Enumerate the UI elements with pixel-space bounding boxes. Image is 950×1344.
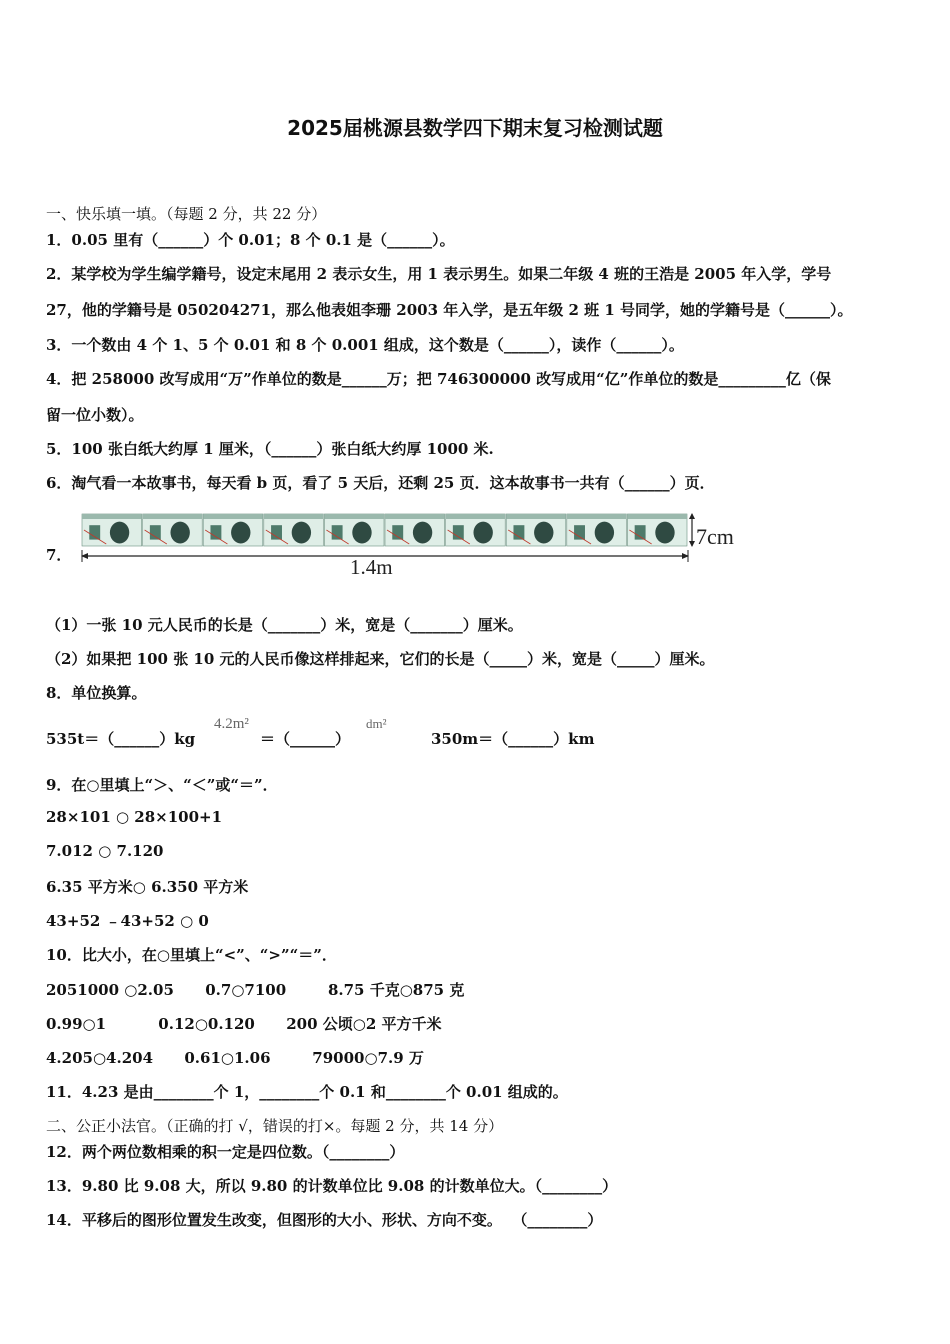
banknote	[324, 514, 384, 546]
section-heading-1: 一、快乐填一填。（每题 2 分，共 22 分）	[46, 205, 327, 223]
banknote-strip	[82, 514, 687, 546]
conversion-tons: 535t＝（______）kg	[46, 730, 196, 748]
question-6: 6．淘气看一本故事书，每天看 b 页，看了 5 天后，还剩 25 页．这本故事书一共有（______）页．	[46, 474, 715, 492]
question-9-item-3: 6.35 平方米○ 6.350 平方米	[46, 878, 249, 896]
question-2-line-2: 27，他的学籍号是 050204271，那么他表姐李珊 2003 年入学，是五年级 2 班 1 号同学，她的学籍号是（______）。	[46, 301, 853, 319]
question-14: 14．平移后的图形位置发生改变，但图形的大小、形状、方向不变。 （________）	[46, 1211, 603, 1229]
conversion-meters: 350m＝（______）km	[431, 730, 595, 748]
question-9-item-4: 43+52 ﹣43+52 ○ 0	[46, 912, 209, 930]
page-title: 2025届桃源县数学四下期末复习检测试题	[287, 116, 663, 140]
height-label: 7cm	[696, 524, 734, 549]
banknote	[264, 514, 324, 546]
banknote	[506, 514, 566, 546]
question-4-line-2: 留一位小数）。	[46, 406, 144, 424]
banknote	[143, 514, 203, 546]
question-9-item-2: 7.012 ○ 7.120	[46, 842, 164, 860]
portrait	[231, 522, 250, 544]
question-10-row-3: 4.205○4.204 0.61○1.06 79000○7.9 万	[46, 1049, 424, 1067]
question-1: 1．0.05 里有（______）个 0.01；8 个 0.1 是（______）。	[46, 231, 455, 249]
portrait	[473, 522, 492, 544]
question-12: 12．两个两位数相乘的积一定是四位数。（________）	[46, 1143, 405, 1161]
portrait	[352, 522, 371, 544]
question-5: 5．100 张白纸大约厚 1 厘米，（______）张白纸大约厚 1000 米.	[46, 440, 494, 458]
unit-conversion-row	[46, 714, 666, 758]
question-10-row-2: 0.99○1 0.12○0.120 200 公顷○2 平方千米	[46, 1015, 442, 1033]
banknote	[567, 514, 627, 546]
banknote-row-figure	[78, 508, 748, 582]
banknote	[203, 514, 263, 546]
question-2-line-1: 2．某学校为学生编学籍号，设定末尾用 2 表示女生，用 1 表示男生。如果二年级 4 班的王浩是 2005 年入学，学号	[46, 265, 832, 283]
question-7-part-1: （1）一张 10 元人民币的长是（_______）米，宽是（_______）厘米。	[46, 616, 523, 634]
question-9: 9．在○里填上“＞、“＜”或“＝”．	[46, 776, 278, 794]
question-11: 11．4.23 是由________个 1，________个 0.1 和________个 0.01 组成的。	[46, 1083, 568, 1101]
question-7-number: 7．	[46, 546, 72, 564]
portrait	[534, 522, 553, 544]
conversion-area-blank: ＝（______）	[260, 730, 351, 748]
width-label: 1.4m	[350, 555, 393, 579]
section-heading-2: 二、公正小法官。（正确的打 √，错误的打×。每题 2 分，共 14 分）	[46, 1117, 504, 1135]
question-7-part-2: （2）如果把 100 张 10 元的人民币像这样排起来，它们的长是（_____）米，宽是（_____）厘米。	[46, 650, 715, 668]
question-3: 3．一个数由 4 个 1、5 个 0.01 和 8 个 0.001 组成，这个数是（______），读作（______）。	[46, 336, 684, 354]
conversion-area-value: 4.2m²	[214, 716, 249, 732]
banknote	[385, 514, 445, 546]
portrait	[413, 522, 432, 544]
question-8: 8．单位换算。	[46, 684, 147, 702]
banknote	[82, 514, 142, 546]
question-10-row-1: 2051000 ○2.05 0.7○7100 8.75 千克○875 克	[46, 981, 465, 999]
question-9-item-1: 28×101 ○ 28×100+1	[46, 808, 223, 826]
portrait	[292, 522, 311, 544]
portrait	[595, 522, 614, 544]
question-13: 13．9.80 比 9.08 大，所以 9.80 的计数单位比 9.08 的计数单位大。（________）	[46, 1177, 618, 1195]
portrait	[655, 522, 674, 544]
banknote	[446, 514, 506, 546]
portrait	[110, 522, 129, 544]
question-4-line-1: 4．把 258000 改写成用“万”作单位的数是______万；把 746300000 改写成用“亿”作单位的数是_________亿（保	[46, 370, 831, 388]
banknote	[627, 514, 687, 546]
conversion-area-unit: dm²	[366, 716, 387, 731]
question-10: 10．比大小，在○里填上“<”、“>”“＝”．	[46, 946, 337, 964]
portrait	[170, 522, 189, 544]
